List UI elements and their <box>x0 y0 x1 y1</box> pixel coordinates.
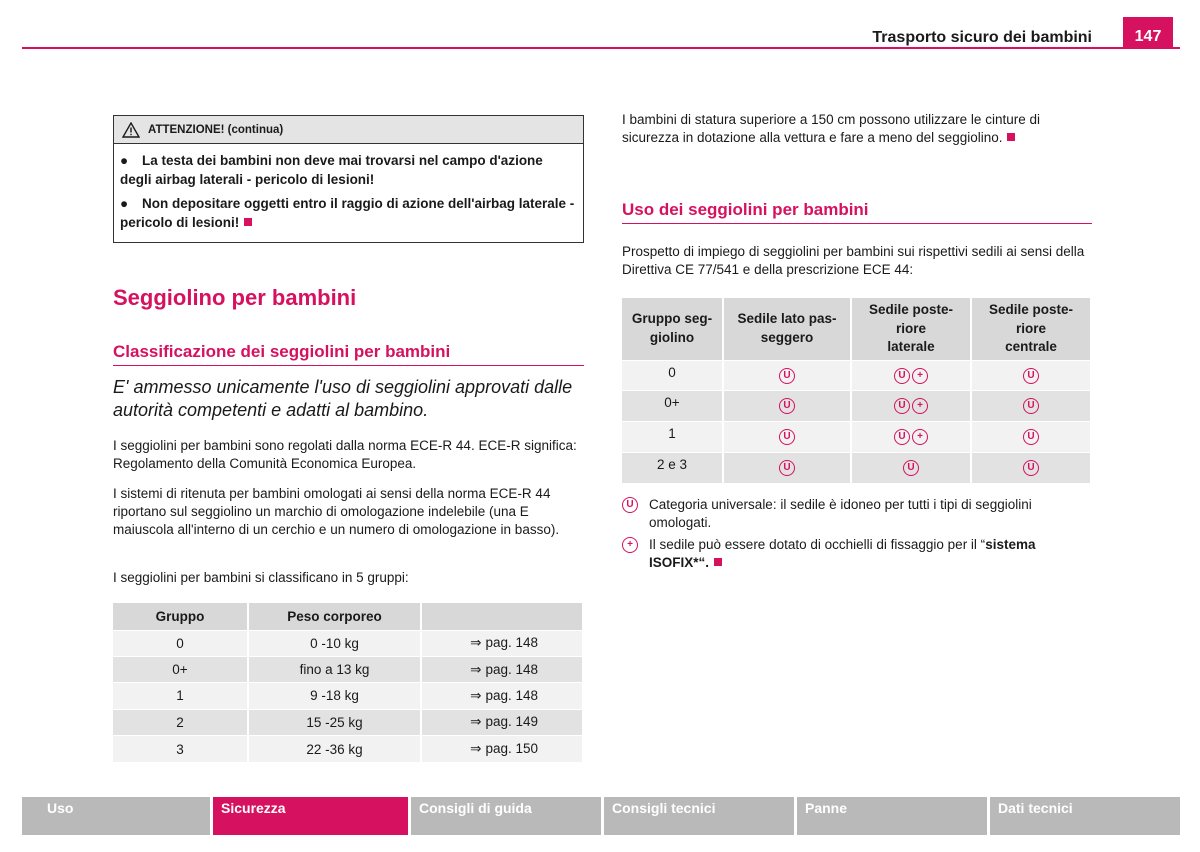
universal-symbol-icon: U <box>1023 429 1039 445</box>
seat-cell-passenger <box>723 360 851 391</box>
table-row: 1 U U + U <box>622 421 1091 452</box>
tab-sicurezza[interactable]: Sicurezza <box>213 797 408 835</box>
seats-table <box>622 298 1092 483</box>
paragraph: I seggiolini per bambini sono regolati dalla norma ECE-R 44. ECE-R significa: Regolamento della Comunità Economica Europea. <box>113 438 577 471</box>
column-header: Peso corporeo <box>248 603 421 630</box>
warning-item: ● Non depositare oggetti entro il raggio di azione dell'airbag laterale - pericolo di lesioni! <box>120 196 575 230</box>
table-row: 0 0 -10 kg ⇒ pag. 148 <box>113 630 583 656</box>
groups-table <box>113 603 584 762</box>
page-reference-link[interactable]: ⇒ pag. 149 <box>421 709 583 735</box>
seat-cell-rear-center <box>971 421 1091 452</box>
tab-consigli-tecnici[interactable]: Consigli tecnici <box>604 797 794 835</box>
arrow-right-icon: ⇒ <box>470 741 482 756</box>
universal-symbol-icon: U <box>894 429 910 445</box>
seat-cell-rear-center <box>971 360 1091 391</box>
section-heading: Seggiolino per bambini <box>113 285 357 310</box>
universal-symbol-icon: U <box>1023 398 1039 414</box>
header-rule <box>22 47 1180 49</box>
isofix-symbol-icon: + <box>912 398 928 414</box>
table-row: 0 U U + U <box>622 360 1091 391</box>
universal-symbol-icon: U <box>779 460 795 476</box>
subheading-usage: Uso dei seggiolini per bambini <box>622 200 1092 224</box>
seat-cell-rear-side <box>851 452 971 483</box>
paragraph: I sistemi di ritenuta per bambini omologati ai sensi della norma ECE-R 44 riportano sul seggiolino un marchio di omologazione indelebile (una E maiuscola all'interno di un cerchio e un numero di omologazione in basso). <box>113 486 560 537</box>
table-row: 0+ fino a 13 kg ⇒ pag. 148 <box>113 656 583 682</box>
universal-symbol-icon: U <box>622 497 638 513</box>
warning-body <box>114 144 583 242</box>
tab-panne[interactable]: Panne <box>797 797 987 835</box>
seat-cell-rear-side <box>851 421 971 452</box>
table-row: 3 22 -36 kg ⇒ pag. 150 <box>113 736 583 762</box>
section-end-icon <box>244 218 252 226</box>
warning-title: ATTENZIONE! (continua) <box>148 123 284 136</box>
table-row: 1 9 -18 kg ⇒ pag. 148 <box>113 683 583 709</box>
lead-text: E' ammesso unicamente l'uso di seggiolini approvati dalle autorità competenti e adatti al bambino. <box>113 377 573 420</box>
universal-symbol-icon: U <box>894 398 910 414</box>
seat-cell-rear-side <box>851 391 971 422</box>
column-header: Gruppo <box>113 603 248 630</box>
table-row: 2 e 3 U U U <box>622 452 1091 483</box>
column-header: Sedile poste- riore laterale <box>851 298 971 360</box>
tab-uso[interactable]: Uso <box>22 797 210 835</box>
arrow-right-icon: ⇒ <box>470 687 482 703</box>
subheading-classification: Classificazione dei seggiolini per bambini <box>113 342 584 366</box>
warning-item: ● La testa dei bambini non deve mai trovarsi nel campo d'azione degli airbag laterali - pericolo di lesioni! <box>120 153 543 187</box>
universal-symbol-icon: U <box>779 398 795 414</box>
universal-symbol-icon: U <box>779 429 795 445</box>
isofix-symbol-icon: + <box>622 537 638 553</box>
section-end-icon <box>714 558 722 566</box>
arrow-right-icon: ⇒ <box>470 714 482 730</box>
paragraph: Prospetto di impiego di seggiolini per bambini sui rispettivi sedili ai sensi della Direttiva CE 77/541 e della prescrizione ECE 44: <box>622 244 1085 277</box>
column-header <box>421 603 583 630</box>
warning-triangle-icon <box>122 122 140 138</box>
legend <box>622 496 1092 576</box>
universal-symbol-icon: U <box>1023 460 1039 476</box>
universal-symbol-icon: U <box>1023 368 1039 384</box>
footer-nav <box>22 797 1180 835</box>
isofix-symbol-icon: + <box>912 368 928 384</box>
column-header: Sedile poste- riore centrale <box>971 298 1091 360</box>
warning-box <box>113 115 584 243</box>
page-reference-link[interactable]: ⇒ pag. 148 <box>421 630 583 656</box>
page-header-title: Trasporto sicuro dei bambini <box>872 29 1092 46</box>
seat-cell-rear-side <box>851 360 971 391</box>
paragraph: I seggiolini per bambini si classificano in 5 gruppi: <box>113 570 409 585</box>
arrow-right-icon: ⇒ <box>470 661 482 677</box>
arrow-right-icon: ⇒ <box>470 635 482 651</box>
paragraph: I bambini di statura superiore a 150 cm possono utilizzare le cinture di sicurezza in dotazione alla vettura e fare a meno del seggiolino. <box>622 112 1040 145</box>
left-column <box>113 115 584 243</box>
universal-symbol-icon: U <box>903 460 919 476</box>
seat-cell-rear-center <box>971 452 1091 483</box>
warning-header <box>114 116 583 144</box>
column-header: Gruppo seg- giolino <box>622 298 723 360</box>
seat-cell-passenger <box>723 421 851 452</box>
page-number: 147 <box>1123 17 1173 49</box>
legend-item-isofix: + Il sedile può essere dotato di occhielli di fissaggio per il “sistema ISOFIX*“. <box>622 536 1092 572</box>
page-reference-link[interactable]: ⇒ pag. 148 <box>421 683 583 709</box>
seat-cell-passenger <box>723 452 851 483</box>
bullet-icon: ● <box>120 153 129 168</box>
page-reference-link[interactable]: ⇒ pag. 148 <box>421 656 583 682</box>
section-end-icon <box>1007 133 1015 141</box>
universal-symbol-icon: U <box>779 368 795 384</box>
seat-cell-rear-center <box>971 391 1091 422</box>
bullet-icon: ● <box>120 196 129 211</box>
tab-consigli-di-guida[interactable]: Consigli di guida <box>411 797 601 835</box>
legend-item-universal: U Categoria universale: il sedile è idoneo per tutti i tipi di seggiolini omologati. <box>622 496 1092 532</box>
page-reference-link[interactable]: ⇒ pag. 150 <box>421 736 583 762</box>
isofix-symbol-icon: + <box>912 429 928 445</box>
seat-cell-passenger <box>723 391 851 422</box>
tab-dati-tecnici[interactable]: Dati tecnici <box>990 797 1180 835</box>
table-row: 0+ U U + U <box>622 391 1091 422</box>
column-header: Sedile lato pas- seggero <box>723 298 851 360</box>
universal-symbol-icon: U <box>894 368 910 384</box>
table-row: 2 15 -25 kg ⇒ pag. 149 <box>113 709 583 735</box>
